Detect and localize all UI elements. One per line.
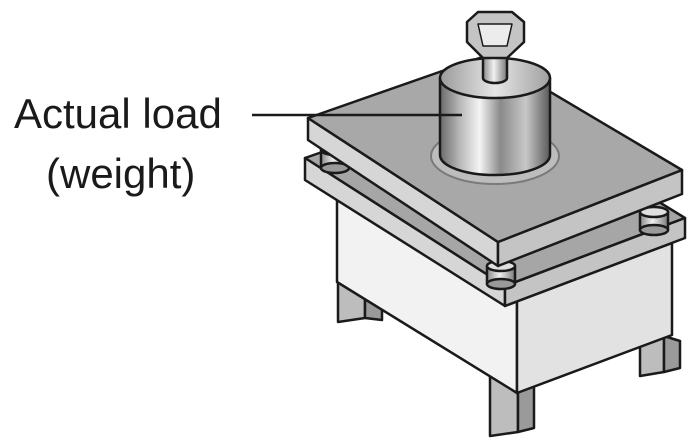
label-line-1: Actual load: [14, 90, 222, 137]
peg-right: [640, 207, 668, 235]
leg-front-right-side: [664, 336, 680, 372]
weight: [440, 12, 550, 175]
label-line-2: (weight): [46, 150, 196, 197]
weight-knob-face: [478, 24, 512, 46]
